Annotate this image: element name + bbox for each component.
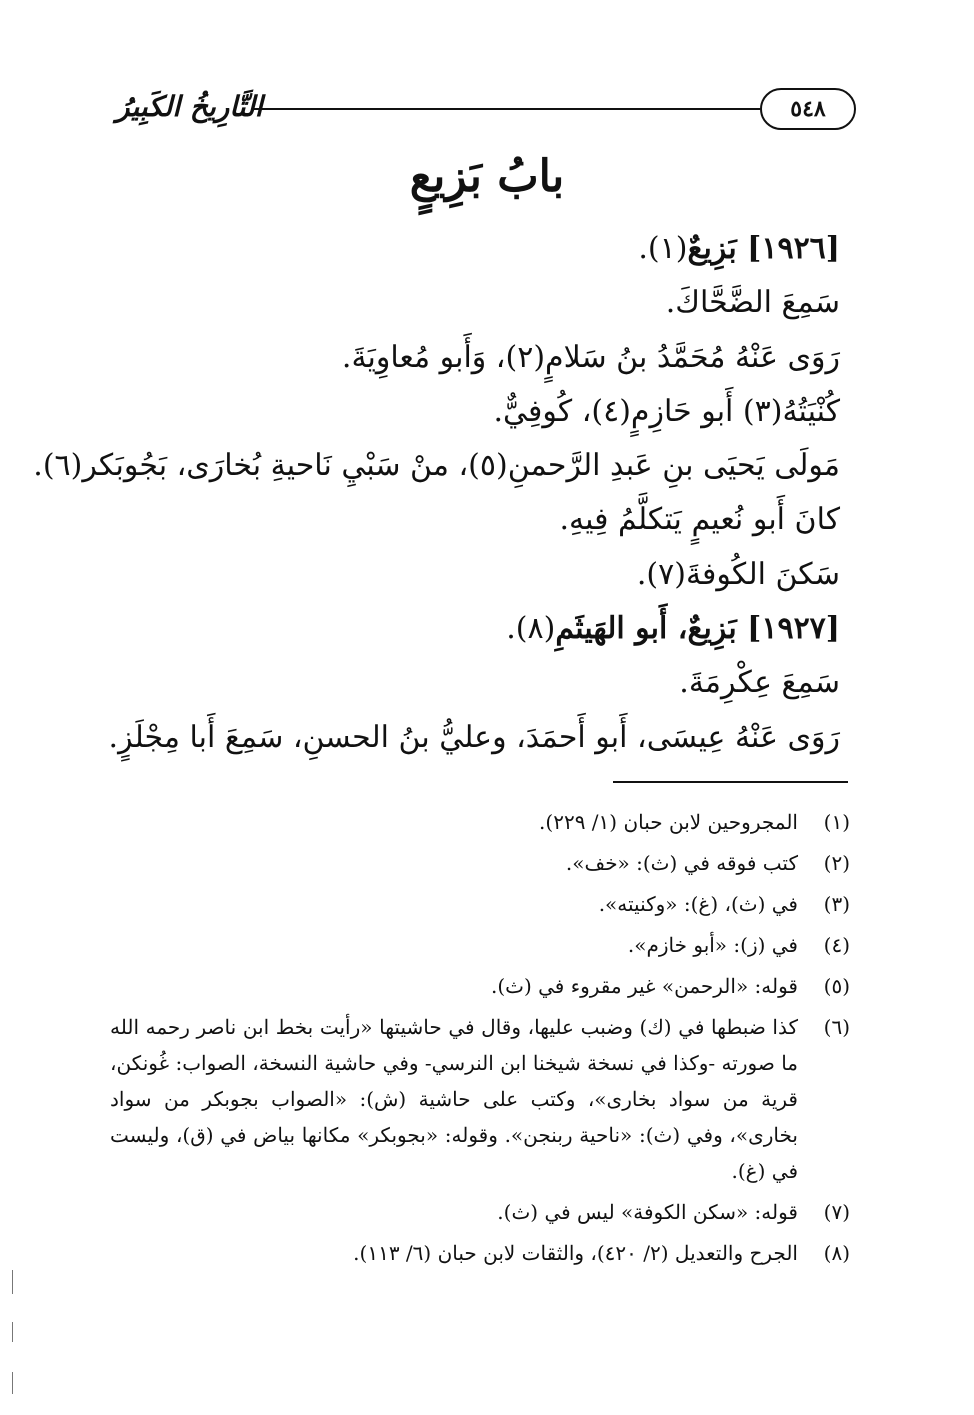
footnotes [110, 804, 850, 1276]
entry-heading-note: (٨). [506, 611, 556, 647]
footnote [110, 1194, 850, 1230]
footnote-text: كتب فوقه في (ث): «خف». [565, 851, 798, 875]
footnote [110, 927, 850, 963]
footnote-text: قوله: «سكن الكوفة» ليس في (ث). [497, 1200, 798, 1224]
body-line: مَولَى يَحيَى بنِ عَبدِ الرَّحمنِ(٥)، منْ سَبْيِ نَاحيةِ بُخارَى، بَجُوبَكر(٦). [33, 448, 840, 484]
margin-scan-mark [12, 1372, 13, 1394]
entry-heading: [١٩٢٦] بَزِيعٌ [687, 231, 840, 266]
footnote-text: كذا ضبطها في (ك) وضبب عليها، وقال في حاشيتها «رأيت بخط ابن ناصر رحمه الله ما صورته -وكذا في نسخة شيخنا ابن النرسي- وفي حاشية النسخة، الصواب: غُونكن، قرية من سواد بخارى»، وكتب على حاشية (ش): «الصواب بجوبكر من سواد بخارى»، وفي (ث): «ناحية ربنجن». وقوله: «بجوبكر» مكانها بياض في (ق)، وليست في (غ). [110, 1015, 798, 1183]
body-line: رَوَى عَنْهُ عِيسَى، أَبو أَحمَدَ، وعليُّ بنُ الحسنِ، سَمِعَ أَبا مِجْلَزٍ. [108, 719, 840, 755]
entry-heading-note: (١). [638, 231, 688, 266]
footnote [110, 845, 850, 881]
footnote [110, 804, 850, 840]
footnote-number: (٢) [823, 851, 850, 875]
body-line: سَكنَ الكُوفةَ(٧). [636, 556, 840, 592]
entry-1927-heading [120, 602, 840, 656]
running-head [116, 88, 856, 128]
margin-scan-mark [12, 1322, 13, 1342]
footnote [110, 1235, 850, 1271]
page-number-badge [760, 88, 856, 130]
footnote-number: (١) [823, 810, 850, 834]
body-line: كانَ أَبو نُعيمٍ يَتكلَّمُ فِيهِ. [559, 502, 840, 538]
body-line: سَمِعَ عِكْرِمَةَ. [679, 665, 840, 701]
entry-1926-heading [120, 222, 840, 276]
footnote-text: في (ز): «أبو خازم». [627, 933, 798, 957]
body-line: كُنْيَتُهُ(٣) أَبو حَازِمٍ(٤)، كُوفِيٌّ. [493, 393, 840, 429]
footnote [110, 886, 850, 922]
page-number: ٥٤٨ [790, 96, 826, 122]
body-line: رَوَى عَنْهُ مُحَمَّدُ بنُ سَلامٍ(٢)، وَأَبو مُعاوِيَةَ. [341, 339, 840, 375]
footnote-number: (٥) [823, 974, 850, 998]
footnote-number: (٦) [823, 1015, 850, 1039]
margin-scan-mark [12, 1270, 13, 1294]
footnote-number: (٧) [823, 1200, 850, 1224]
footnote-text: في (ث)، (غ): «وكنيته». [598, 892, 798, 916]
main-text [33, 222, 840, 765]
chapter-title: بابُ بَزِيعٍ [409, 151, 565, 202]
body-line: سَمِعَ الضَّحَّاكَ. [665, 285, 840, 321]
footnote-number: (٣) [823, 892, 850, 916]
book-title: التَّارِيخُ الكَبِيرُ [116, 90, 263, 123]
header-rule [254, 108, 760, 110]
footnote-text: قوله: «الرحمن» غير مقروء في (ث). [490, 974, 798, 998]
footnote-text: الجرح والتعديل (٢/ ٤٢٠)، والثقات لابن حبان (٦/ ١١٣). [353, 1241, 798, 1265]
footnote-divider [613, 781, 848, 783]
footnote [110, 968, 850, 1004]
footnote-number: (٨) [823, 1241, 850, 1265]
entry-heading: [١٩٢٧] بَزِيعٌ، أَبو الهَيثَمِ [555, 611, 840, 647]
footnote [110, 1009, 850, 1189]
footnote-number: (٤) [823, 933, 850, 957]
footnote-text: المجروحين لابن حبان (١/ ٢٢٩). [539, 810, 798, 834]
